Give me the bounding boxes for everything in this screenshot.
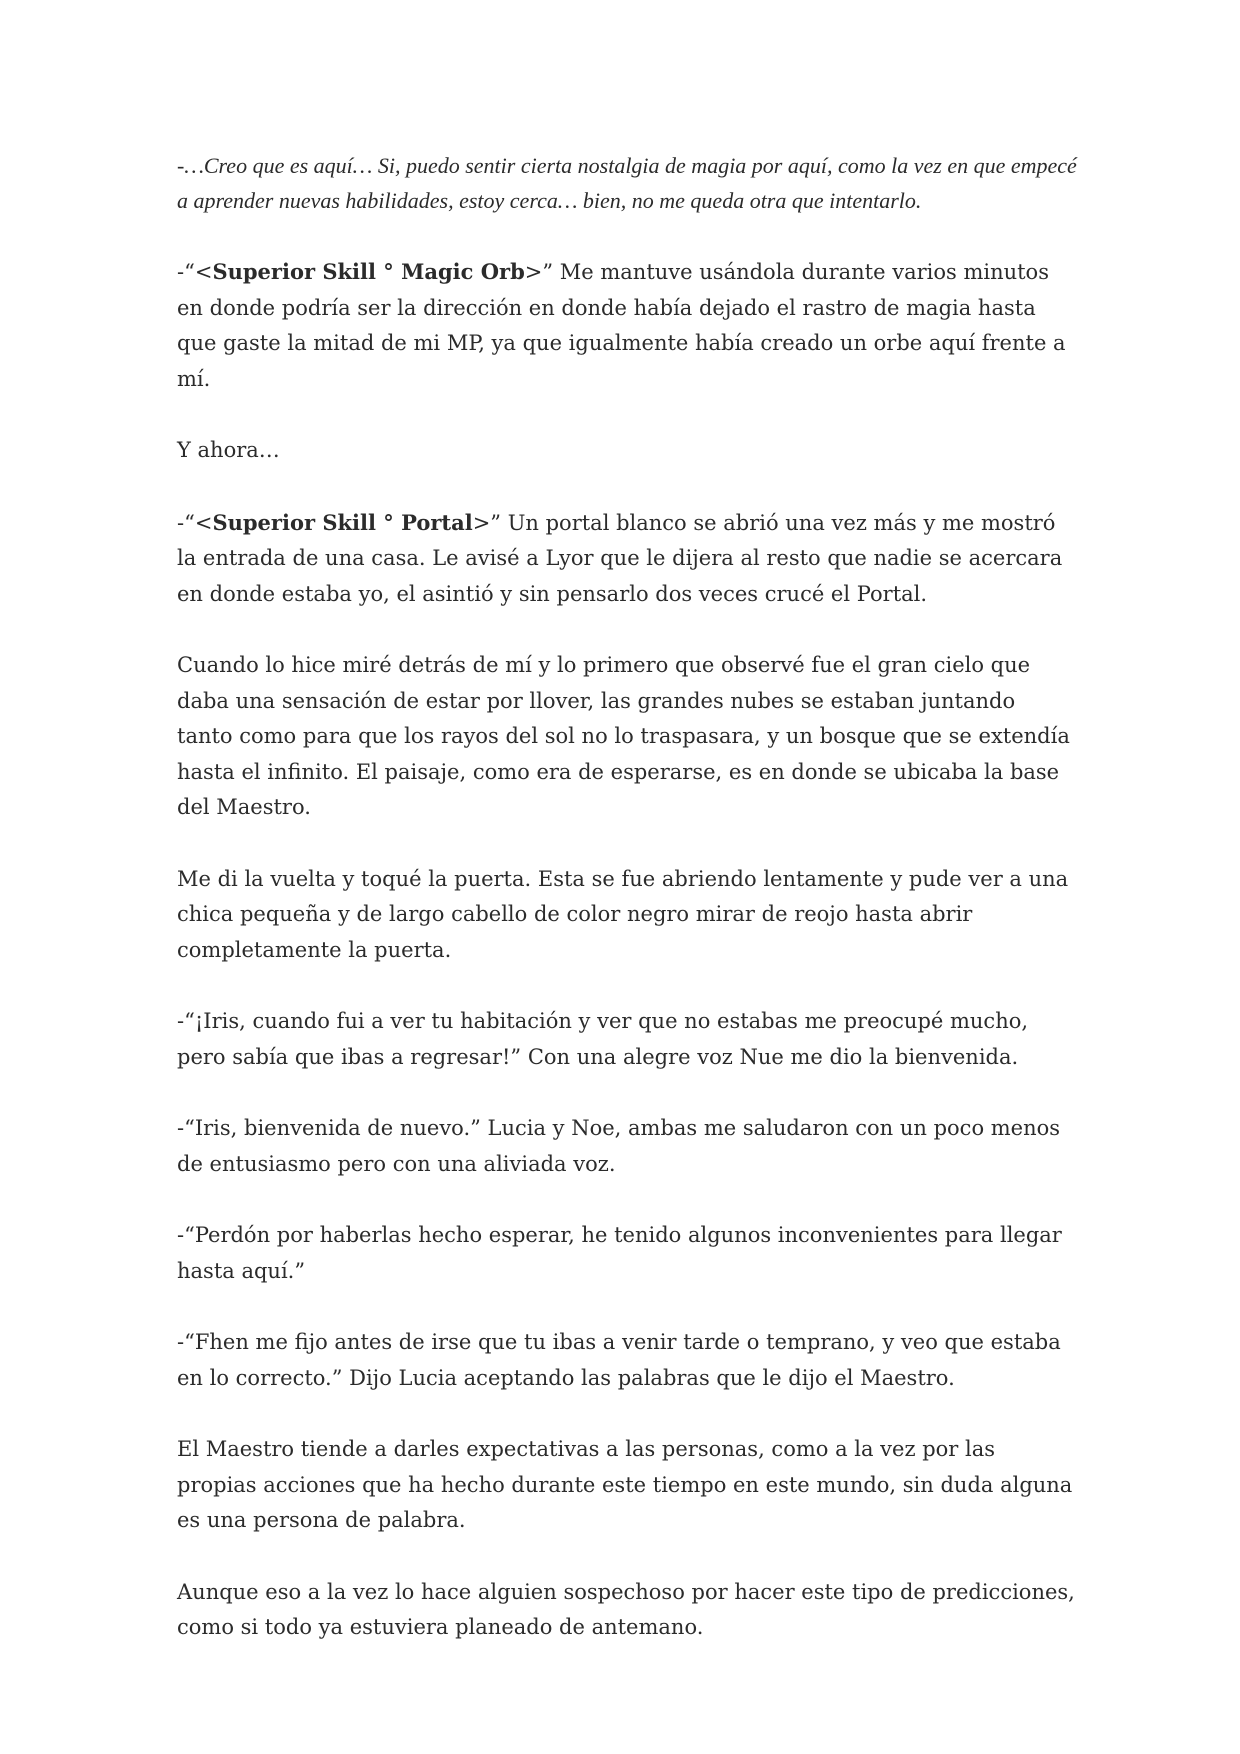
paragraph-fhen	[177, 1325, 1077, 1396]
paragraph-text: >” Me mantuve usándola durante varios minutos en donde podría ser la dirección en donde había dejado el rastro de magia hasta que gaste la mitad de mi MP, ya que igualmente había creado un orbe aquí frente a mí.	[177, 260, 1066, 391]
paragraph-nue-welcome	[177, 1004, 1077, 1075]
paragraph-text: >” Un portal blanco se abrió una vez más y me mostró la entrada de una casa. Le avisé a Lyor que le dijera al resto que nadie se acercara en donde estaba yo, el asintió y sin pensarlo dos veces crucé el Portal.	[177, 510, 1063, 606]
paragraph-magic-orb	[177, 254, 1077, 397]
paragraph-intro-thought	[177, 148, 1077, 218]
paragraph-y-ahora	[177, 433, 1077, 469]
paragraph-text: Cuando lo hice miré detrás de mí y lo primero que observé fue el gran cielo que daba una sensación de estar por llover, las grandes nubes se estaban juntando tanto como para que los rayos del sol no lo traspasara, y un bosque que se extendía hasta el infinito. El paisaje, como era de esperarse, es en donde se ubicaba la base del Maestro.	[177, 653, 1070, 819]
skill-name: Superior Skill ° Portal	[212, 509, 473, 535]
paragraph-text: -“Fhen me fijo antes de irse que tu ibas a venir tarde o temprano, y veo que estaba en lo correcto.” Dijo Lucia aceptando las palabras que le dijo el Maestro.	[177, 1330, 1061, 1390]
paragraph-apology	[177, 1218, 1077, 1289]
paragraph-text: Y ahora…	[177, 438, 280, 462]
paragraph-text: -“¡Iris, cuando fui a ver tu habitación y ver que no estabas me preocupé mucho, pero sabía que ibas a regresar!” Con una alegre voz Nue me dio la bienvenida.	[177, 1009, 1029, 1069]
paragraph-text: -“Iris, bienvenida de nuevo.” Lucia y Noe, ambas me saludaron con un poco menos de entusiasmo pero con una aliviada voz.	[177, 1116, 1061, 1176]
body-text	[177, 148, 1077, 1682]
paragraph-suspicious	[177, 1575, 1077, 1646]
paragraph-text: -“Perdón por haberlas hecho esperar, he tenido algunos inconvenientes para llegar hasta aquí.”	[177, 1223, 1062, 1283]
paragraph-text: El Maestro tiende a darles expectativas a las personas, como a la vez por las propias acciones que ha hecho durante este tiempo en este mundo, sin duda alguna es una persona de palabra.	[177, 1437, 1073, 1532]
paragraph-text: Aunque eso a la vez lo hace alguien sospechoso por hacer este tipo de predicciones, como si todo ya estuviera planeado de antemano.	[177, 1579, 1075, 1639]
paragraph-text: Me di la vuelta y toqué la puerta. Esta se fue abriendo lentamente y pude ver a una chica pequeña y de largo cabello de color negro mirar de reojo hasta abrir completamente la puerta.	[177, 866, 1069, 962]
paragraph-maestro-expectations	[177, 1432, 1077, 1539]
paragraph-text: -…Creo que es aquí… Si, puedo sentir cierta nostalgia de magia por aquí, como la vez en que empecé a aprender nuevas habilidades, estoy cerca… bien, no me queda otra que intentarlo.	[177, 153, 1077, 213]
paragraph-door	[177, 862, 1077, 969]
dialogue-open: -“<	[177, 260, 213, 284]
paragraph-landscape	[177, 648, 1077, 826]
skill-name: Superior Skill ° Magic Orb	[212, 259, 525, 284]
paragraph-lucia-noe	[177, 1111, 1077, 1182]
dialogue-open: -“<	[177, 510, 213, 535]
paragraph-portal	[177, 505, 1077, 613]
